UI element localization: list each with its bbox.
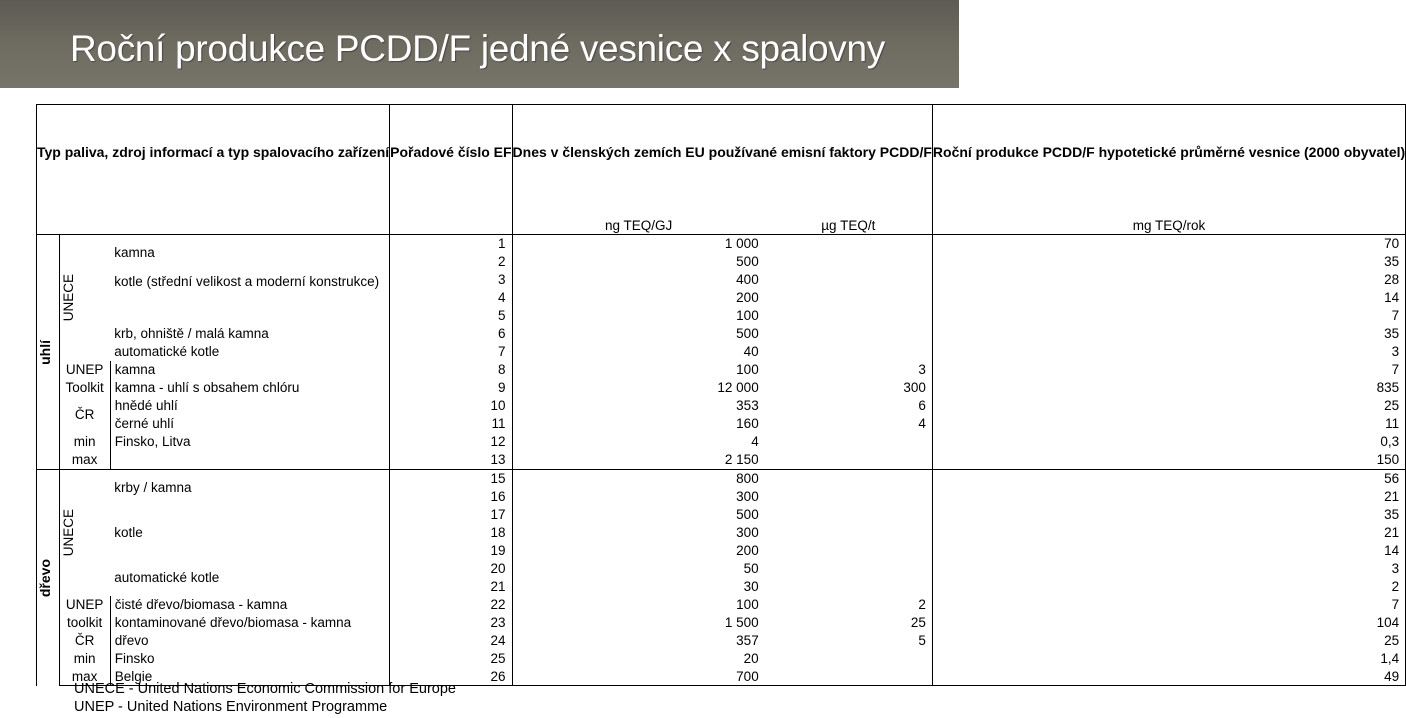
table-cell: 16 xyxy=(390,488,512,506)
table-cell: 353 xyxy=(512,397,765,415)
table-cell: 200 xyxy=(512,289,765,307)
table-cell: 13 xyxy=(390,451,512,470)
table-cell: 12 xyxy=(390,433,512,451)
table-cell: 49 xyxy=(932,668,1405,686)
table-cell xyxy=(765,668,933,686)
table-cell: 9 xyxy=(390,379,512,397)
table-cell: 12 000 xyxy=(512,379,765,397)
source-cr: ČR xyxy=(59,397,110,433)
table-cell xyxy=(765,451,933,470)
min-label: min xyxy=(59,433,110,451)
table-cell: 7 xyxy=(932,361,1405,379)
table-cell: 35 xyxy=(932,253,1405,271)
device-label: kotle xyxy=(114,525,143,540)
device-label: černé uhlí xyxy=(110,415,389,433)
table-cell: 18 xyxy=(390,524,512,542)
max-label: max xyxy=(59,668,110,686)
table-cell: 26 xyxy=(390,668,512,686)
table-cell xyxy=(765,307,933,325)
table-row xyxy=(37,235,1406,253)
device-label: čisté dřevo/biomasa - kamna xyxy=(110,596,389,614)
table-cell: 21 xyxy=(390,578,512,596)
table-cell xyxy=(765,650,933,668)
table-cell: 835 xyxy=(932,379,1405,397)
table-cell: 800 xyxy=(512,470,765,488)
group-label-wood: dřevo xyxy=(37,558,53,597)
table-cell: 2 xyxy=(932,578,1405,596)
table-cell: 160 xyxy=(512,415,765,433)
device-label: kamna xyxy=(110,235,389,271)
table-cell xyxy=(765,325,933,343)
table-cell: 25 xyxy=(910,615,926,630)
table-cell xyxy=(765,542,933,560)
unit-mg-teq-rok: mg TEQ/rok xyxy=(932,217,1405,235)
header-emission-factors: Dnes v členských zemích EU používané emisní faktory PCDD/F xyxy=(512,105,932,201)
table-cell: 3 xyxy=(918,362,926,377)
source-unep: UNEP xyxy=(59,361,110,379)
table-cell: 2 150 xyxy=(512,451,765,470)
device-label: Finsko xyxy=(110,650,389,668)
table-cell xyxy=(765,578,933,596)
table-cell: 5 xyxy=(390,307,512,325)
group-label-coal: uhlí xyxy=(37,339,53,365)
table-cell: 15 xyxy=(390,470,512,488)
source-cr: ČR xyxy=(59,632,110,650)
table-cell: 11 xyxy=(932,415,1405,433)
header-annual-production: Roční produkce PCDD/F hypotetické průměrné vesnice (2000 obyvatel) xyxy=(932,105,1405,201)
table-cell: 20 xyxy=(390,560,512,578)
table-cell: 1 500 xyxy=(512,614,765,632)
table-row xyxy=(37,560,1406,578)
table-cell: 2 xyxy=(390,253,512,271)
table-cell xyxy=(765,470,933,488)
table-cell: 56 xyxy=(932,470,1405,488)
device-label: krb, ohniště / malá kamna xyxy=(114,326,269,341)
table-cell: 6 xyxy=(918,398,926,413)
table-cell: 6 xyxy=(390,325,512,343)
emission-table xyxy=(36,104,1406,686)
table-cell: 25 xyxy=(932,397,1405,415)
table-cell: 150 xyxy=(932,451,1405,470)
table-row xyxy=(37,506,1406,524)
table-row xyxy=(37,361,1406,379)
table-cell: 11 xyxy=(390,415,512,433)
table-cell: 200 xyxy=(512,542,765,560)
table-row xyxy=(37,397,1406,415)
source-toolkit: toolkit xyxy=(59,614,110,632)
footnote-unep: UNEP - United Nations Environment Programme xyxy=(74,699,388,715)
table-cell: 24 xyxy=(390,632,512,650)
header-fuel-type: Typ paliva, zdroj informací a typ spalovacího zařízení xyxy=(37,105,390,201)
table-cell: 500 xyxy=(512,325,765,343)
table-cell: 400 xyxy=(512,271,765,289)
min-label: min xyxy=(59,650,110,668)
table-row xyxy=(37,596,1406,614)
table-cell: 35 xyxy=(932,325,1405,343)
source-unep: UNEP xyxy=(59,596,110,614)
device-label: krby / kamna xyxy=(110,470,389,506)
table-cell xyxy=(765,253,933,271)
table-cell: 1 000 xyxy=(512,235,765,253)
device-label: hnědé uhlí xyxy=(110,397,389,415)
table-cell: 5 xyxy=(918,633,926,648)
table-cell: 28 xyxy=(932,271,1405,289)
table-row xyxy=(37,650,1406,668)
table-row xyxy=(37,470,1406,488)
device-label: kamna xyxy=(110,361,389,379)
device-label: dřevo xyxy=(110,632,389,650)
table-cell: 4 xyxy=(512,433,765,451)
table-cell: 357 xyxy=(512,632,765,650)
table-cell xyxy=(765,289,933,307)
table-cell: 50 xyxy=(512,560,765,578)
table-cell: 30 xyxy=(512,578,765,596)
unit-ng-teq-gj: ng TEQ/GJ xyxy=(512,217,765,235)
table-cell: 22 xyxy=(390,596,512,614)
table-cell: 3 xyxy=(932,560,1405,578)
table-cell: 100 xyxy=(512,596,765,614)
table-row xyxy=(37,632,1406,650)
table-cell: 1 xyxy=(390,235,512,253)
source-toolkit: Toolkit xyxy=(59,379,110,397)
unit-ug-teq-t: µg TEQ/t xyxy=(821,217,876,233)
table-cell xyxy=(765,343,933,361)
table-row xyxy=(37,343,1406,361)
table-cell: 7 xyxy=(390,343,512,361)
table-cell: 70 xyxy=(932,235,1405,253)
table-cell: 100 xyxy=(512,361,765,379)
table-cell: 21 xyxy=(932,524,1405,542)
max-label: max xyxy=(59,451,110,470)
table-cell: 23 xyxy=(390,614,512,632)
table-row xyxy=(37,451,1406,470)
device-label: kotle (střední velikost a moderní konstrukce) xyxy=(114,273,380,289)
table-cell: 2 xyxy=(918,597,926,612)
table-row xyxy=(37,415,1406,433)
table-cell xyxy=(765,235,933,253)
table-row xyxy=(37,379,1406,397)
table-row xyxy=(37,433,1406,451)
table-cell: 21 xyxy=(932,488,1405,506)
slide-title: Roční produkce PCDD/F jedné vesnice x spalovny xyxy=(70,28,885,69)
table-cell: 500 xyxy=(512,253,765,271)
table-cell: 1,4 xyxy=(932,650,1405,668)
table-cell xyxy=(765,433,933,451)
table-cell xyxy=(765,524,933,542)
table-cell xyxy=(765,560,933,578)
table-cell: 500 xyxy=(512,506,765,524)
source-unece-coal: UNECE xyxy=(60,274,76,322)
header-order-number: Pořadové číslo EF xyxy=(390,105,512,201)
table-row xyxy=(37,614,1406,632)
table-cell: 300 xyxy=(512,488,765,506)
table-cell: 17 xyxy=(390,506,512,524)
table-cell: 300 xyxy=(903,380,926,395)
table-cell: 14 xyxy=(932,289,1405,307)
device-label: automatické kotle xyxy=(114,344,220,359)
device-label: automatické kotle xyxy=(114,570,220,585)
table-cell: 7 xyxy=(932,596,1405,614)
table-cell: 100 xyxy=(512,307,765,325)
footnotes xyxy=(74,680,456,716)
table-cell: 300 xyxy=(512,524,765,542)
table-row xyxy=(37,271,1406,289)
table-cell xyxy=(765,271,933,289)
source-unece-wood: UNECE xyxy=(60,509,76,557)
footnote-unece: UNECE - United Nations Economic Commission for Europe xyxy=(74,681,456,697)
device-label: kamna - uhlí s obsahem chlóru xyxy=(110,379,389,397)
table-cell: 3 xyxy=(932,343,1405,361)
table-cell: 40 xyxy=(512,343,765,361)
table-cell xyxy=(765,506,933,524)
table-cell: 10 xyxy=(390,397,512,415)
table-cell: 0,3 xyxy=(932,433,1405,451)
device-label: Belgie xyxy=(110,668,389,686)
table-cell: 20 xyxy=(512,650,765,668)
table-cell: 7 xyxy=(932,307,1405,325)
table-cell xyxy=(765,488,933,506)
table-cell: 4 xyxy=(918,416,926,431)
device-label: Finsko, Litva xyxy=(110,433,389,451)
table-cell: 4 xyxy=(390,289,512,307)
device-label: kontaminované dřevo/biomasa - kamna xyxy=(110,614,389,632)
table-cell: 104 xyxy=(932,614,1405,632)
table-cell: 700 xyxy=(512,668,765,686)
table-cell: 19 xyxy=(390,542,512,560)
table-cell: 25 xyxy=(932,632,1405,650)
table-cell: 8 xyxy=(390,361,512,379)
table-cell: 25 xyxy=(390,650,512,668)
table-cell: 14 xyxy=(932,542,1405,560)
table-row xyxy=(37,325,1406,343)
table-cell: 3 xyxy=(390,271,512,289)
table-cell: 35 xyxy=(932,506,1405,524)
